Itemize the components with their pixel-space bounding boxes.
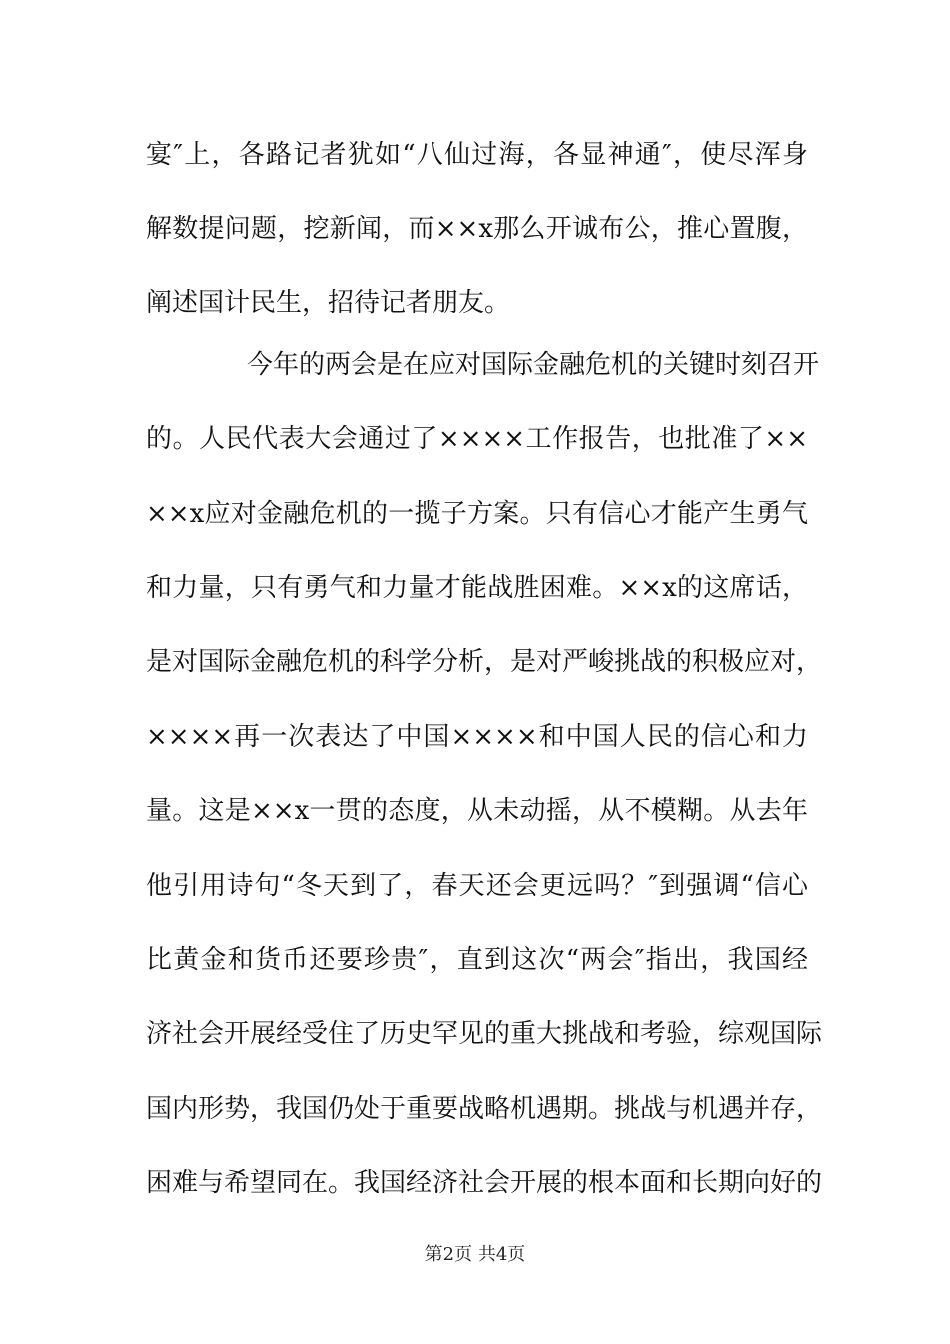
text-line: 比黄金和货币还要珍贵″，直到这次“两会″指出，我国经: [146, 945, 808, 975]
text-line: 的。人民代表大会通过了××××工作报告，也批准了××: [146, 424, 808, 454]
text-line: 宴″上，各路记者犹如“八仙过海，各显神通″，使尽浑身: [146, 140, 808, 170]
text-line: ××x应对金融危机的一揽子方案。只有信心才能产生勇气: [146, 499, 808, 529]
text-line: 是对国际金融危机的科学分析，是对严峻挑战的积极应对，: [146, 647, 823, 677]
text-line: 他引用诗句“冬天到了，春天还会更远吗？″到强调“信心: [146, 871, 808, 901]
page-number-footer: 第2页 共4页: [424, 1244, 526, 1265]
text-line: 阐述国计民生，招待记者朋友。: [146, 288, 511, 318]
text-line: 和力量，只有勇气和力量才能战胜困难。××x的这席话，: [146, 573, 808, 603]
text-line: 困难与希望同在。我国经济社会开展的根本面和长期向好的: [146, 1168, 823, 1198]
text-line: 今年的两会是在应对国际金融危机的关键时刻召开: [247, 350, 820, 380]
text-line: 济社会开展经受住了历史罕见的重大挑战和考验，综观国际: [146, 1019, 823, 1049]
text-line: ××××再一次表达了中国××××和中国人民的信心和力: [146, 722, 808, 752]
text-line: 国内形势，我国仍处于重要战略机遇期。挑战与机遇并存，: [146, 1094, 823, 1124]
text-line: 量。这是××x一贯的态度，从未动摇，从不模糊。从去年: [146, 796, 808, 826]
text-line: 解数提问题，挖新闻，而××x那么开诚布公，推心置腹，: [146, 214, 808, 244]
